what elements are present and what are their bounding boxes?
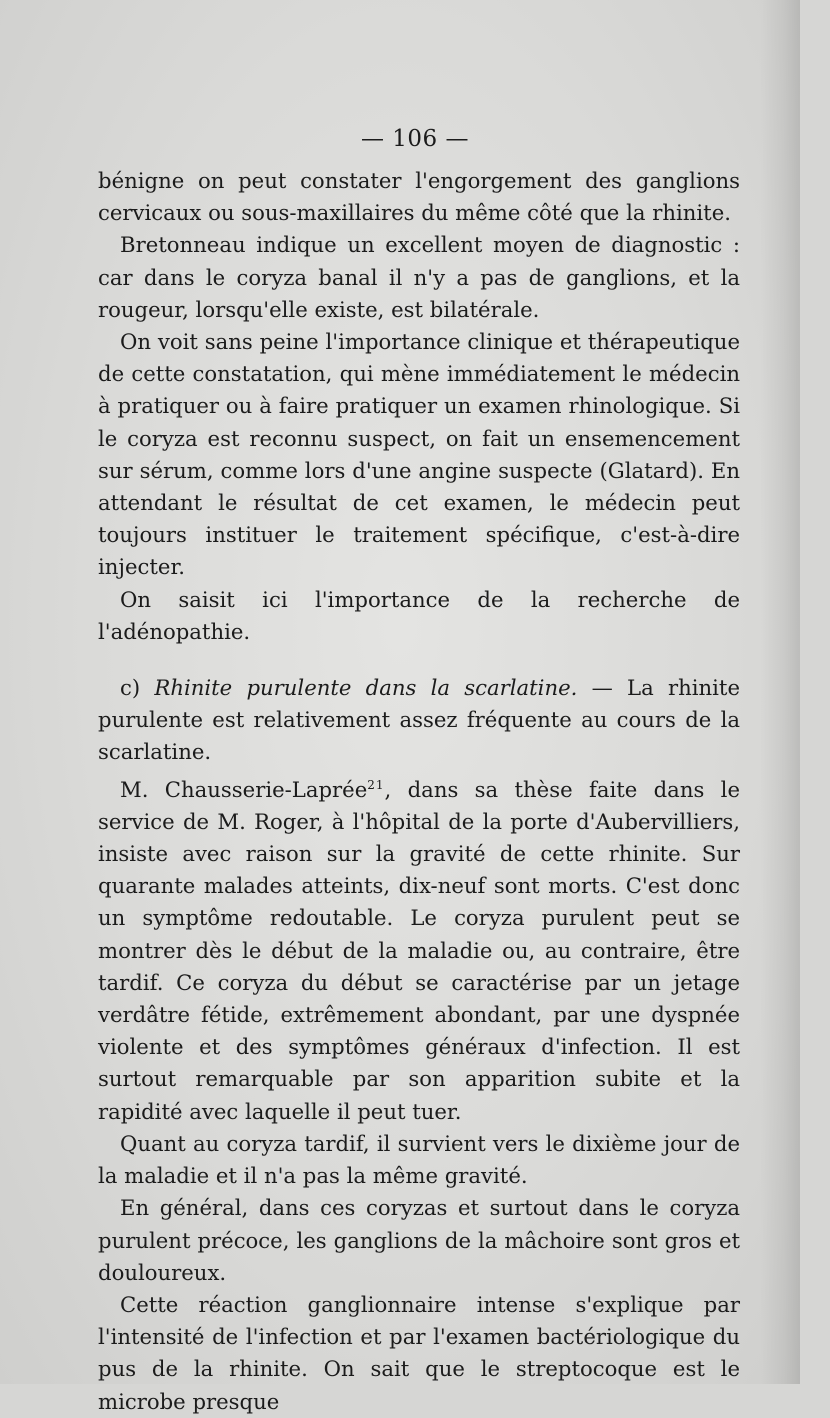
page-number: — 106 — xyxy=(360,126,470,152)
section-body: — La rhinite purulente est relativement assez fréquente au cours de la scarlatine. xyxy=(98,675,740,765)
section-title: Rhinite purulente dans la scarlatine. xyxy=(154,675,578,701)
paragraph-6-rest: , dans sa thèse faite dans le service de M. Roger, à l'hôpital de la porte d'Aubervilliers, insiste avec raison sur la gravité de cette rhinite. Sur quarante malades atteints, dix-neuf sont morts. C'est donc un symptôme redoutable. Le coryza purulent peut se montrer dès le début de la maladie ou, au contraire, être tardif. Ce coryza du début se caractérise par un jetage verdâtre fétide, extrêmement abondant, par une dyspnée violente et des symptômes généraux d'infection. Il est surtout remarquable par son apparition subite et la rapidité avec laquelle il peut tuer. xyxy=(98,776,740,1124)
section-prefix: c) xyxy=(120,675,141,701)
paragraph-1: bénigne on peut constater l'engorgement des ganglions cervicaux ou sous-maxillaires du même côté que la rhinite. xyxy=(98,168,740,226)
paragraph-7: Quant au coryza tardif, il survient vers le dixième jour de la maladie et il n'a pas la même gravité. xyxy=(98,1130,740,1189)
paragraph-6-start: M. Chausserie-Laprée xyxy=(120,776,368,802)
paragraph-3: On voit sans peine l'importance clinique et thérapeutique de cette constatation, qui mène immédiatement le médecin à pratiquer ou à faire pratiquer un examen rhinologique. Si le coryza est reconnu suspect, on fait un ensemencement sur sérum, comme lors d'une angine suspecte (Glatard). En attendant le résultat de cet examen, le médecin peut toujours instituer le traitement spécifique, c'est-à-dire injecter. xyxy=(98,329,740,580)
section-paragraph xyxy=(98,672,740,769)
paragraph-2: Bretonneau indique un excellent moyen de diagnostic : car dans le coryza banal il n'y a pas de ganglions, et la rougeur, lorsqu'elle existe, est bilatérale. xyxy=(98,232,740,322)
paragraph-4: On saisit ici l'importance de la recherche de l'adénopathie. xyxy=(98,586,740,644)
body-text xyxy=(98,165,740,1418)
paragraph-8: En général, dans ces coryzas et surtout dans le coryza purulent précoce, les ganglions de la mâchoire sont gros et douloureux. xyxy=(98,1195,740,1285)
footnote-reference: 21 xyxy=(367,777,385,792)
page-edge-shadow xyxy=(760,0,800,1384)
paragraph-9: Cette réaction ganglionnaire intense s'explique par l'intensité de l'infection et par l'examen bactériologique du pus de la rhinite. On sait que le streptocoque est le microbe presque xyxy=(98,1291,740,1414)
paragraph-6 xyxy=(98,769,740,1128)
